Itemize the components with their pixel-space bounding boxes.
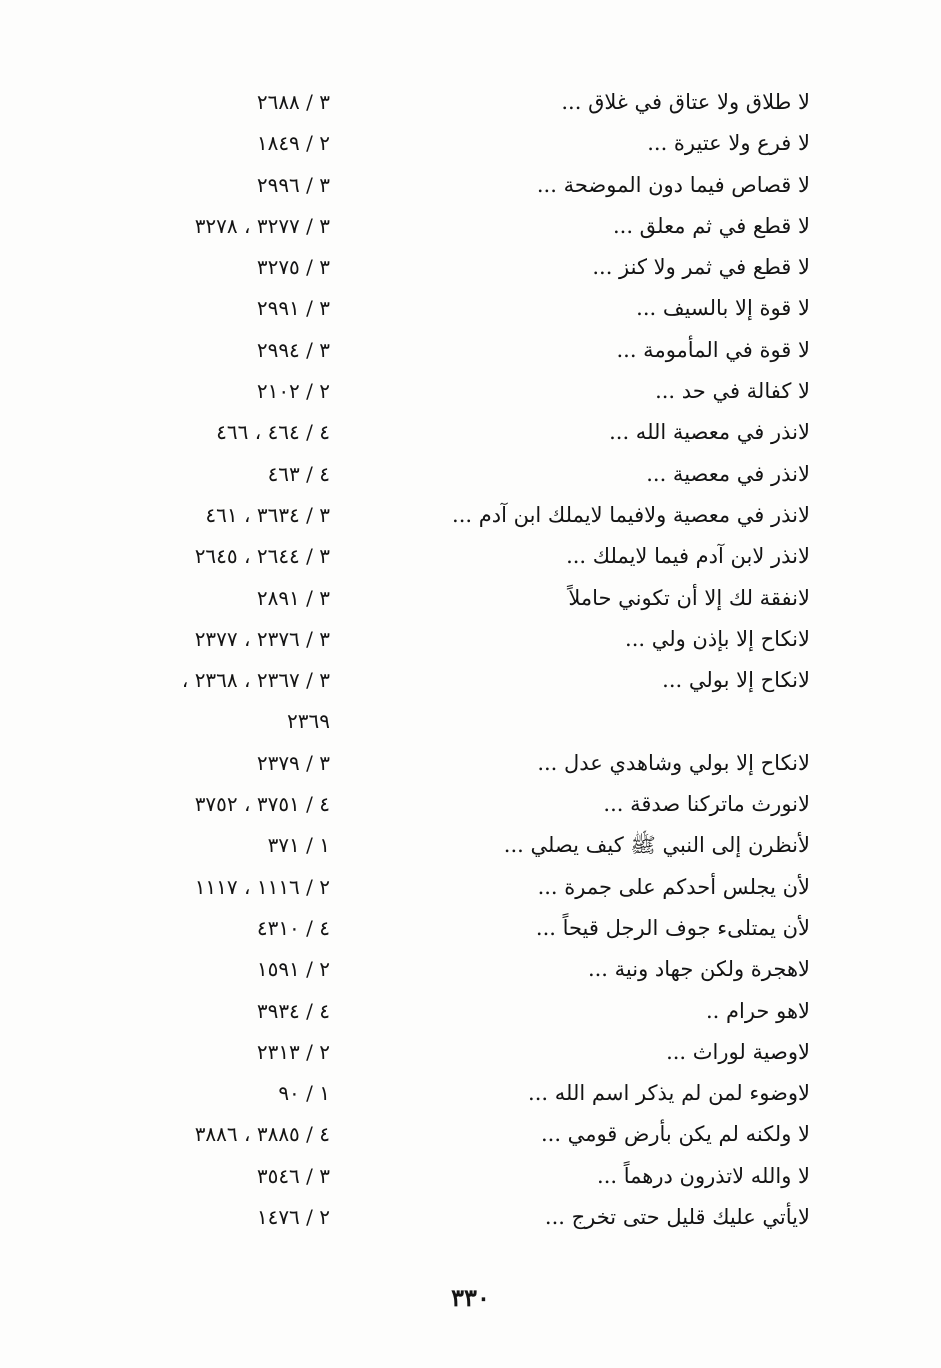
index-row bbox=[120, 619, 820, 660]
entry-text: لاهجرة ولكن جهاد ونية ... bbox=[587, 957, 810, 982]
entry-reference: ٣ / ٢٩٩٤ bbox=[256, 337, 330, 362]
entry-reference: ٢ / ١٤٧٦ bbox=[256, 1205, 330, 1230]
index-row bbox=[120, 660, 820, 701]
entry-text: لاوضوء لمن لم يذكر اسم الله ... bbox=[528, 1081, 810, 1106]
entry-reference: ٣ / ٢٣٦٧ ، ٢٣٦٨ ، bbox=[181, 668, 330, 693]
entry-reference: ٣ / ٢٣٧٦ ، ٢٣٧٧ bbox=[194, 626, 330, 651]
entry-reference: ٣ / ٣٦٣٤ ، ٤٦١ bbox=[205, 502, 330, 527]
entry-text: لا قوة إلا بالسيف ... bbox=[636, 296, 810, 321]
entry-reference: ٤ / ٤٦٣ bbox=[267, 461, 330, 486]
hadith-index-list bbox=[120, 82, 820, 1238]
entry-reference: ٣ / ٢٩٩١ bbox=[256, 296, 330, 321]
page-number: ٣٣٠ bbox=[451, 1283, 490, 1312]
index-row bbox=[120, 1032, 820, 1073]
entry-reference: ٣ / ٢٦٤٤ ، ٢٦٤٥ bbox=[194, 544, 330, 569]
entry-text: لا طلاق ولا عتاق في غلاق ... bbox=[561, 90, 810, 114]
entry-text: لأن يمتلىء جوف الرجل قيحاً ... bbox=[535, 915, 810, 940]
entry-text: لا قطع في ثم معلق ... bbox=[612, 213, 810, 238]
entry-reference: ٢ / ٢١٠٢ bbox=[256, 379, 330, 404]
entry-text: لانذر في معصية الله ... bbox=[609, 420, 810, 445]
index-row bbox=[120, 165, 820, 206]
index-row bbox=[120, 123, 820, 164]
entry-reference: ٤ / ٣٩٣٤ bbox=[256, 998, 330, 1023]
entry-reference: ٢ / ٢٣١٣ bbox=[256, 1039, 330, 1064]
index-row-continuation bbox=[120, 701, 820, 742]
entry-reference: ٣ / ٢٨٩١ bbox=[256, 585, 330, 610]
index-row bbox=[120, 330, 820, 371]
entry-reference: ٢ / ١٨٤٩ bbox=[256, 131, 330, 156]
index-row bbox=[120, 825, 820, 866]
entry-text: لانذر في معصية ولافيما لايملك ابن آدم ... bbox=[452, 502, 810, 527]
index-row bbox=[120, 495, 820, 536]
index-row bbox=[120, 908, 820, 949]
entry-reference: ٣ / ٣٢٧٧ ، ٣٢٧٨ bbox=[194, 213, 330, 238]
index-row bbox=[120, 82, 820, 123]
entry-text: لانورث ماتركنا صدقة ... bbox=[603, 792, 810, 817]
entry-text: لانكاح إلا بولي ... bbox=[662, 668, 810, 693]
index-row bbox=[120, 454, 820, 495]
entry-text: لاهو حرام .. bbox=[705, 998, 810, 1023]
entry-reference: ٤ / ٣٧٥١ ، ٣٧٥٢ bbox=[194, 792, 330, 817]
entry-reference: ٢٣٦٩ bbox=[287, 709, 330, 734]
index-row bbox=[120, 1114, 820, 1155]
entry-text: لا كفالة في حد ... bbox=[655, 379, 810, 404]
entry-text: لانفقة لك إلا أن تكوني حاملاً bbox=[568, 585, 810, 610]
entry-text: لأنظرن إلى النبي ﷺ كيف يصلي ... bbox=[503, 833, 810, 858]
entry-reference: ٤ / ٤٣١٠ bbox=[256, 915, 330, 940]
entry-text: لانذر لابن آدم فيما لايملك ... bbox=[566, 544, 810, 569]
index-row bbox=[120, 247, 820, 288]
index-row bbox=[120, 1156, 820, 1197]
index-row bbox=[120, 991, 820, 1032]
index-row bbox=[120, 371, 820, 412]
entry-reference: ٣ / ٣٥٤٦ bbox=[256, 1163, 330, 1188]
entry-text: لا ولكنه لم يكن بأرض قومي ... bbox=[540, 1122, 810, 1147]
index-row bbox=[120, 578, 820, 619]
entry-reference: ١ / ٣٧١ bbox=[267, 833, 330, 858]
entry-reference: ٣ / ٢٩٩٦ bbox=[256, 172, 330, 197]
entry-text: لا فرع ولا عتيرة ... bbox=[647, 131, 810, 156]
index-row bbox=[120, 1073, 820, 1114]
entry-reference: ١ / ٩٠ bbox=[278, 1081, 330, 1106]
entry-reference: ٣ / ٢٦٨٨ bbox=[256, 90, 330, 114]
index-row bbox=[120, 206, 820, 247]
entry-reference: ٣ / ٢٣٧٩ bbox=[256, 750, 330, 775]
entry-reference: ٤ / ٣٨٨٥ ، ٣٨٨٦ bbox=[194, 1122, 330, 1147]
index-row bbox=[120, 288, 820, 329]
index-row bbox=[120, 867, 820, 908]
index-row bbox=[120, 1197, 820, 1238]
entry-text: لاوصية لوراث ... bbox=[666, 1039, 810, 1064]
index-row bbox=[120, 743, 820, 784]
index-row bbox=[120, 536, 820, 577]
entry-reference: ٢ / ١١١٦ ، ١١١٧ bbox=[194, 874, 330, 899]
entry-text: لا قطع في ثمر ولا كنز ... bbox=[592, 255, 810, 280]
entry-text: لا قصاص فيما دون الموضحة ... bbox=[536, 172, 810, 197]
entry-reference: ٢ / ١٥٩١ bbox=[256, 957, 330, 982]
entry-reference: ٣ / ٣٢٧٥ bbox=[256, 255, 330, 280]
entry-text: لانكاح إلا بإذن ولي ... bbox=[625, 626, 810, 651]
entry-text: لا والله لاتذرون درهماً ... bbox=[597, 1163, 810, 1188]
index-row bbox=[120, 949, 820, 990]
entry-text: لايأتي عليك قليل حتى تخرج ... bbox=[544, 1205, 810, 1230]
entry-text: لانذر في معصية ... bbox=[646, 461, 810, 486]
index-row bbox=[120, 412, 820, 453]
entry-reference: ٤ / ٤٦٤ ، ٤٦٦ bbox=[216, 420, 330, 445]
index-row bbox=[120, 784, 820, 825]
entry-text: لا قوة في المأمومة ... bbox=[616, 337, 810, 362]
entry-text: لأن يجلس أحدكم على جمرة ... bbox=[537, 874, 810, 899]
entry-text: لانكاح إلا بولي وشاهدي عدل ... bbox=[537, 750, 810, 775]
